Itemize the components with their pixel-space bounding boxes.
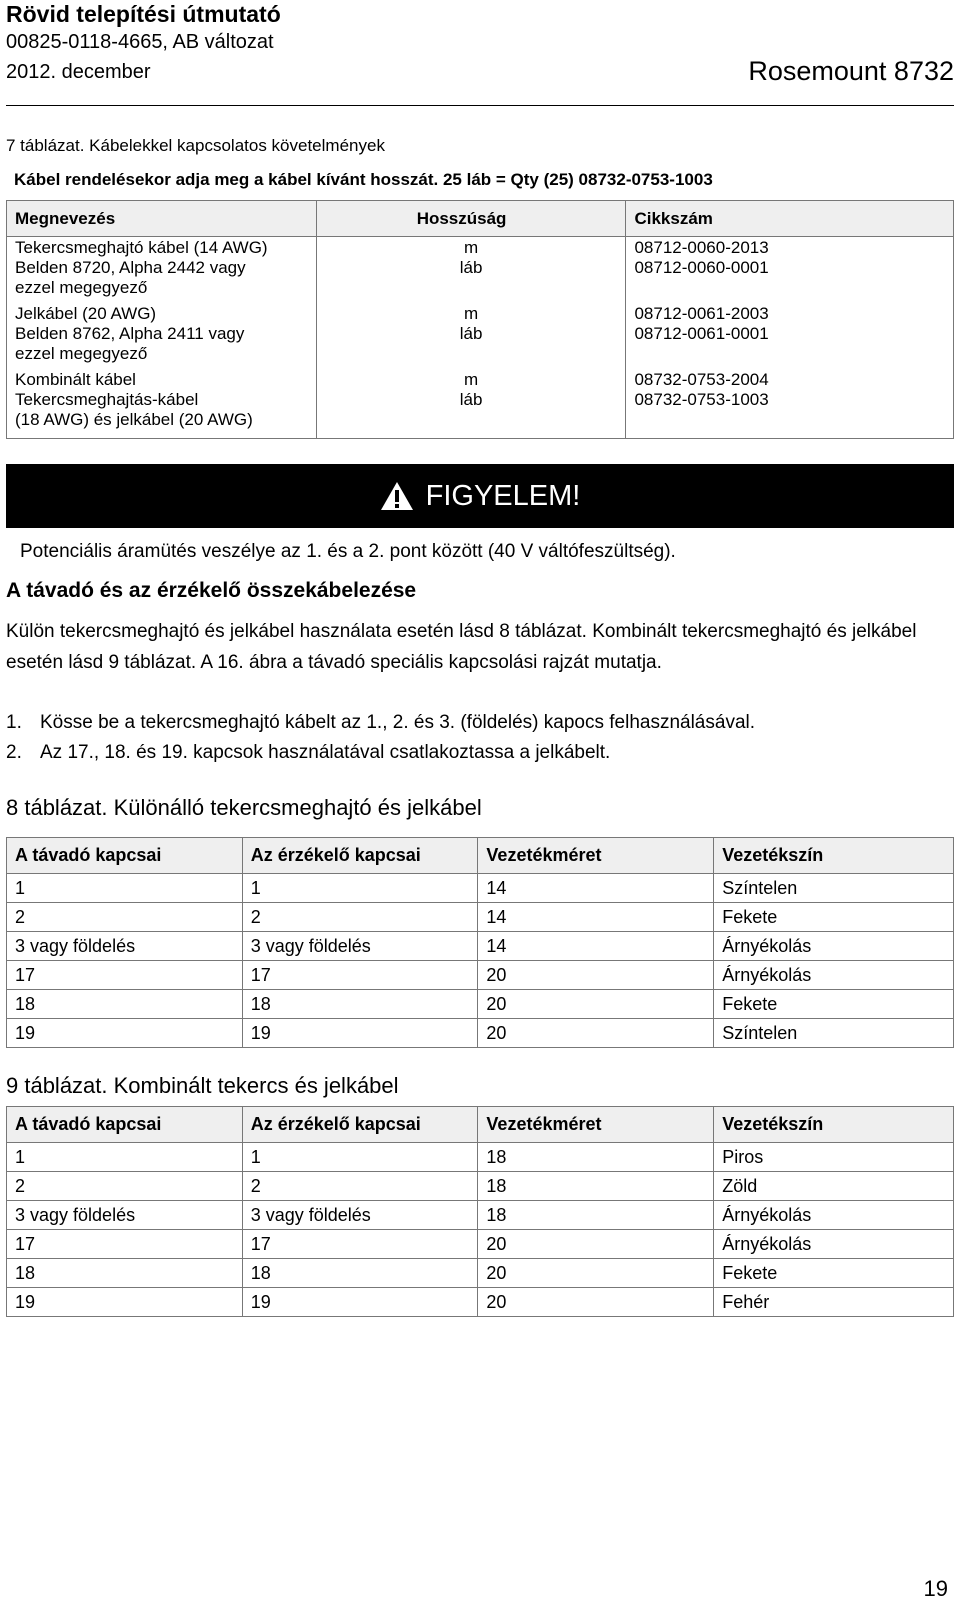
table-cell: 19 [242,1288,478,1317]
table-cell: 19 [242,1019,478,1048]
document-title: Rövid telepítési útmutató [6,1,281,27]
cable-description [7,237,317,302]
part-numbers [626,237,954,302]
product-name: Rosemount 8732 [748,56,954,86]
table-row [7,874,954,903]
table-cell: 14 [478,874,714,903]
table-row [7,1172,954,1201]
part-number: 08712-0061-0001 [634,324,769,343]
warning-title: FIGYELEM! [425,479,581,512]
column-header: Cikkszám [626,201,954,237]
table-cell: 20 [478,1288,714,1317]
column-header: Az érzékelő kapcsai [242,1107,478,1143]
table-row [7,367,954,439]
table-cell: 18 [242,990,478,1019]
table-cell: 1 [242,1143,478,1172]
document-date: 2012. december [6,61,151,83]
combination-cable-table [6,1106,954,1317]
table-cell: Színtelen [714,874,954,903]
column-header: Az érzékelő kapcsai [242,838,478,874]
section-paragraph: Külön tekercsmeghajtó és jelkábel használata esetén lásd 8 táblázat. Kombinált tekercsmeghajtó és jelkábel esetén lásd 9 táblázat. A 16. ábra a távadó speciális kapcsolási rajzát mutatja. [6,621,917,673]
table-cell: 14 [478,932,714,961]
column-header: Vezetékméret [478,838,714,874]
table-cell: 3 vagy földelés [7,1201,243,1230]
table-cell: 1 [7,874,243,903]
warning-text: Potenciális áramütés veszélye az 1. és a 2. pont között (40 V váltófeszültség). [20,541,676,562]
table-row [7,961,954,990]
table-cell: 18 [242,1259,478,1288]
table-row [7,1019,954,1048]
table7-caption: 7 táblázat. Kábelekkel kapcsolatos követelmények [6,136,385,155]
table-cell: 2 [242,903,478,932]
table-cell: 19 [7,1019,243,1048]
cable-description-line: Tekercsmeghajtó kábel (14 AWG) [15,238,268,257]
unit-meter: m [463,370,479,389]
warning-triangle-icon [380,481,414,511]
table-cell: 18 [478,1201,714,1230]
part-number: 08712-0061-2003 [634,304,769,323]
table-cell: 20 [478,990,714,1019]
table-cell: Fekete [714,1259,954,1288]
unit-meter: m [463,238,479,257]
cable-description-line: ezzel megegyező [15,278,148,297]
cable-description-line: Kombinált kábel [15,370,136,389]
step-text: Kösse be a tekercsmeghajtó kábelt az 1., 2. és 3. (földelés) kapocs felhasználásával. [40,712,756,733]
table-row [7,1201,954,1230]
column-header: A távadó kapcsai [7,838,243,874]
table-row [7,1259,954,1288]
table-cell: 18 [7,1259,243,1288]
table-cell: Árnyékolás [714,1201,954,1230]
table-cell: 3 vagy földelés [242,932,478,961]
column-header: Vezetékméret [478,1107,714,1143]
separate-cable-table [6,837,954,1048]
table8-caption: 8 táblázat. Különálló tekercsmeghajtó és jelkábel [6,795,482,820]
table-cell: Fekete [714,903,954,932]
cable-description [7,301,317,367]
part-number: 08712-0060-2013 [634,238,769,257]
table-cell: Zöld [714,1172,954,1201]
table-cell: 20 [478,1230,714,1259]
table-row [7,990,954,1019]
table-cell: 17 [242,961,478,990]
cable-description-line: Tekercsmeghajtás-kábel [15,390,199,409]
table-cell: 2 [7,903,243,932]
column-header: Vezetékszín [714,1107,954,1143]
cable-length-units [316,301,626,367]
cable-description-line: Jelkábel (20 AWG) [15,304,157,323]
table-cell: 2 [242,1172,478,1201]
unit-feet: láb [459,258,483,277]
table-cell: 20 [478,961,714,990]
part-numbers [626,301,954,367]
section-heading: A távadó és az érzékelő összekábelezése [6,579,417,602]
step-number: 1. [6,712,22,733]
table-row [7,237,954,302]
part-number: 08732-0753-2004 [634,370,769,389]
table-row [7,903,954,932]
table-cell: 17 [242,1230,478,1259]
table-header-row [7,838,954,874]
table-cell: 17 [7,961,243,990]
table-cell: 20 [478,1019,714,1048]
unit-meter: m [463,304,479,323]
part-number: 08712-0060-0001 [634,258,769,277]
table-cell: Árnyékolás [714,961,954,990]
header-divider [6,105,954,106]
step-text: Az 17., 18. és 19. kapcsok használatával csatlakoztassa a jelkábelt. [40,742,611,763]
table-row [7,932,954,961]
table7-note: Kábel rendelésekor adja meg a kábel kívánt hosszát. 25 láb = Qty (25) 08732-0753-1003 [14,170,713,189]
cable-description [7,367,317,439]
table-cell: Fekete [714,990,954,1019]
table-cell: 1 [7,1143,243,1172]
cable-description-line: Belden 8762, Alpha 2411 vagy [15,324,245,343]
column-header: Megnevezés [7,201,317,237]
table-row [7,1230,954,1259]
unit-feet: láb [459,324,483,343]
column-header: Hosszúság [316,201,626,237]
table-row [7,1143,954,1172]
table-row [7,1288,954,1317]
cable-description-line: ezzel megegyező [15,344,148,363]
table-cell: Fehér [714,1288,954,1317]
table-cell: 17 [7,1230,243,1259]
table-header-row [7,1107,954,1143]
table-cell: 3 vagy földelés [7,932,243,961]
table-cell: 18 [478,1143,714,1172]
table-cell: Árnyékolás [714,932,954,961]
table-cell: Piros [714,1143,954,1172]
table-cell: Színtelen [714,1019,954,1048]
table-cell: 3 vagy földelés [242,1201,478,1230]
part-number: 08732-0753-1003 [634,390,769,409]
warning-banner [6,464,954,528]
step-number: 2. [6,742,22,763]
table9-caption: 9 táblázat. Kombinált tekercs és jelkábel [6,1073,399,1098]
step-item [6,712,755,734]
table-cell: 14 [478,903,714,932]
table-cell: 19 [7,1288,243,1317]
cable-requirements-table [6,200,954,439]
page-number: 19 [923,1576,948,1601]
unit-feet: láb [459,390,483,409]
table-cell: 2 [7,1172,243,1201]
table-cell: 1 [242,874,478,903]
table-cell: 18 [478,1172,714,1201]
table-cell: 18 [7,990,243,1019]
cable-length-units [316,237,626,302]
column-header: Vezetékszín [714,838,954,874]
part-numbers [626,367,954,439]
column-header: A távadó kapcsai [7,1107,243,1143]
table-header-row [7,201,954,237]
table-cell: 20 [478,1259,714,1288]
cable-description-line: (18 AWG) és jelkábel (20 AWG) [15,410,253,429]
step-item [6,742,610,764]
document-number: 00825-0118-4665, AB változat [6,31,274,53]
table-row [7,301,954,367]
cable-description-line: Belden 8720, Alpha 2442 vagy [15,258,246,277]
cable-length-units [316,367,626,439]
table-cell: Árnyékolás [714,1230,954,1259]
